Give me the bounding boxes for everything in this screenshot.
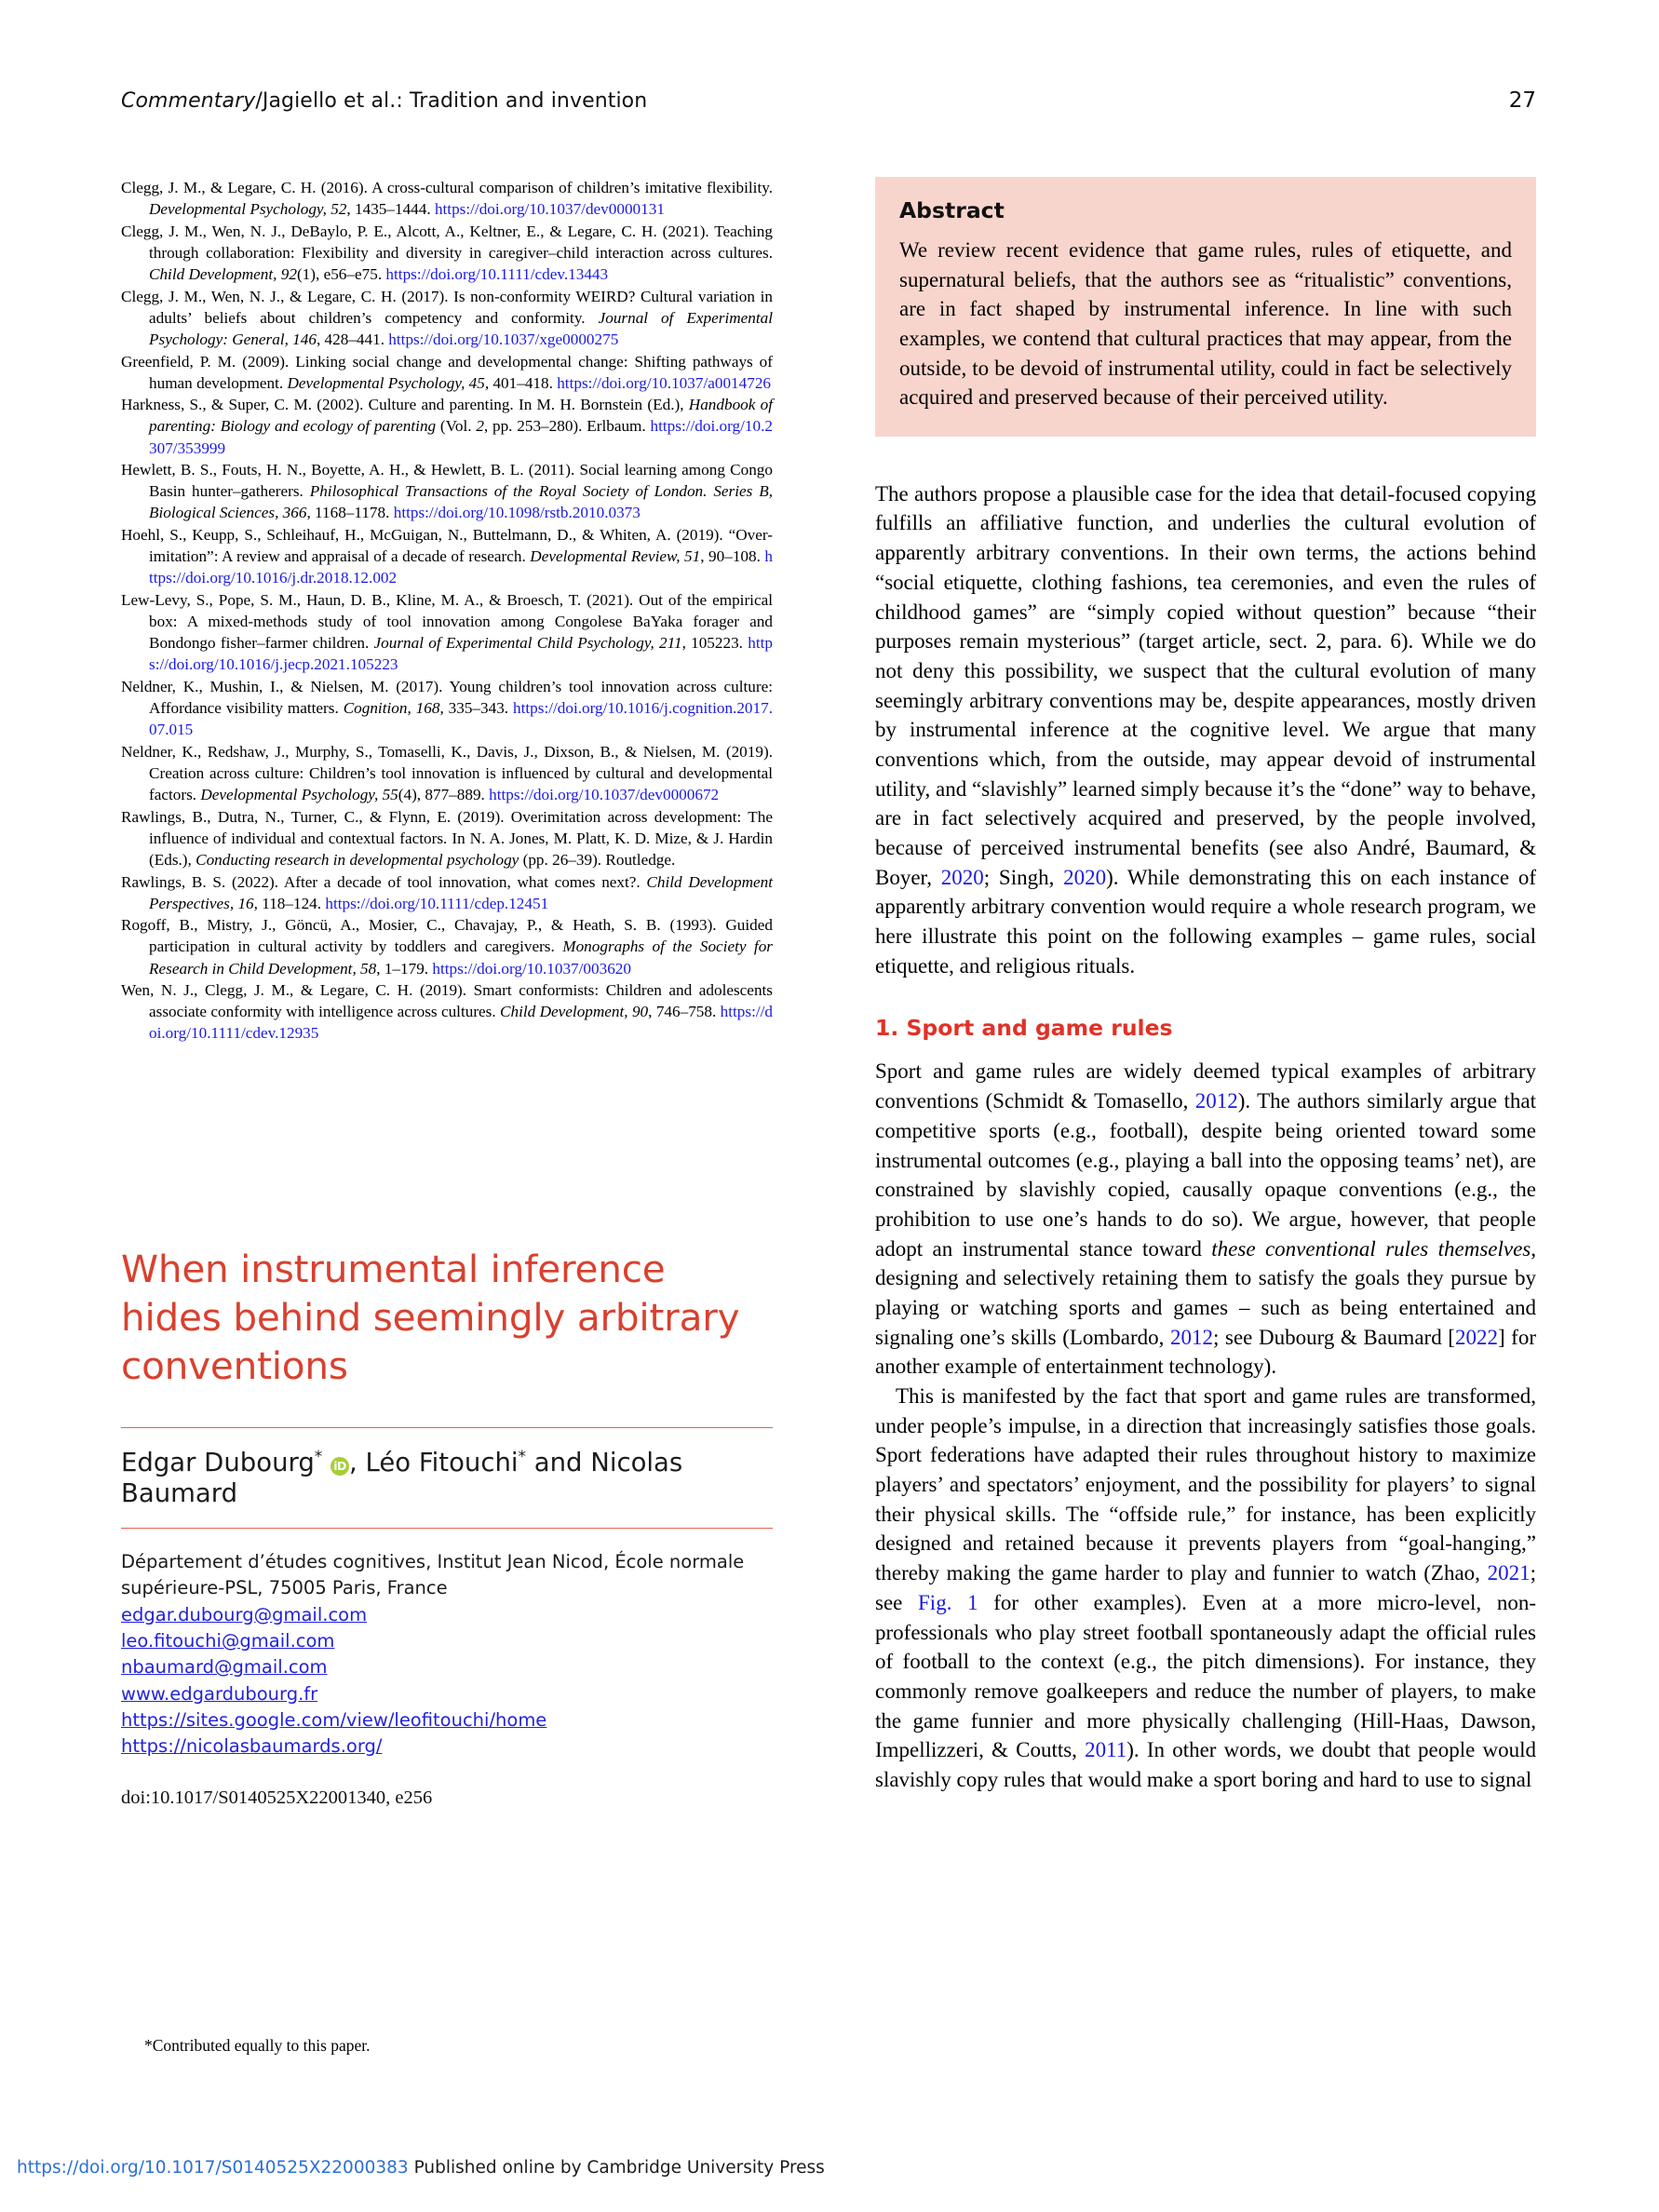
contribution-footnote: *Contributed equally to this paper. bbox=[144, 2036, 371, 2055]
text-run: , designing and selectively retaining them to satisfy the goals they pursue by playing or watching sports and games – such as being entertained and signaling one’s skills (Lombardo, bbox=[875, 1236, 1536, 1349]
reference-entry bbox=[121, 979, 773, 1044]
italic-text: Developmental Review, 51 bbox=[530, 547, 701, 566]
body-paragraph-2 bbox=[875, 1057, 1536, 1382]
contact-link[interactable]: leo.fitouchi@gmail.com bbox=[121, 1630, 335, 1652]
text-run: and Nicolas Baumard bbox=[121, 1448, 683, 1509]
reference-entry bbox=[121, 589, 773, 676]
commentary-title: When instrumental inference hides behind seemingly arbitrary conventions bbox=[121, 1246, 740, 1388]
citation-link[interactable]: https://doi.org/10.1016/j.dr.2018.12.002 bbox=[149, 547, 774, 587]
text-run: Rogoff, B., Mistry, J., Göncü, A., Mosier, C., Chavajay, P., & Heath, S. B. (1993). Guided participation in cultural activity by toddlers and caregivers. bbox=[121, 916, 773, 956]
reference-entry bbox=[121, 394, 773, 458]
text-run: Clegg, J. M., Wen, N. J., DeBaylo, P. E., Alcott, A., Keltner, E., & Legare, C. H. (2021). Teaching through collaboration: Flexibility and diversity in caregiver–child interaction across cultures. bbox=[121, 222, 773, 262]
affiliation-text: Département d’études cognitives, Institut Jean Nicod, École normale supérieure-PSL, 75005 Paris, France bbox=[121, 1551, 745, 1599]
author-footnote-marker: * bbox=[518, 1448, 527, 1467]
text-run: The authors propose a plausible case for the idea that detail-focused copying fulfills an affiliative function, and underlies the cultural evolution of apparently arbitrary conventions. In their own terms, the actions behind “social etiquette, clothing fashions, tea ceremonies, and even the rules of childhood games” are “simply copied without question” because “their purposes remain mysterious” (target article, sect. 2, para. 6). While we do not deny this possibility, we suspect that the cultural evolution of many seemingly arbitrary conventions may be, despite appearances, mostly driven by instrumental inference at the cognitive level. We argue that many conventions which, from the outside, may appear devoid of instrumental utility, and “slavishly” learned simply because it’s the “done” way to behave, are in fact selectively acquired and preserved, by the people involved, because of perceived instrumental benefits (see also André, Baumard, & Boyer, bbox=[875, 481, 1536, 889]
text-run: Wen, N. J., Clegg, J. M., & Legare, C. H. (2019). Smart conformists: Children and adolescents associate conformity with intelligence across cultures. bbox=[121, 981, 773, 1021]
citation-link[interactable]: https://doi.org/10.1111/cdev.13443 bbox=[385, 265, 609, 283]
italic-text: Child Development Perspectives, 16 bbox=[149, 872, 773, 912]
orcid-icon[interactable]: iD bbox=[330, 1457, 349, 1476]
italic-text: these conventional rules themselves bbox=[1211, 1236, 1531, 1261]
citation-link[interactable]: 2011 bbox=[1085, 1738, 1127, 1762]
citation-link[interactable]: https://doi.org/10.1016/j.cognition.2017.07.015 bbox=[149, 699, 774, 739]
text-run: Rawlings, B., Dutra, N., Turner, C., & Flynn, E. (2019). Overimitation across development: The influence of individual and contextual factors. In N. A. Jones, M. Platt, K. D. Mize, & J. Hardin (Eds.), bbox=[121, 807, 773, 869]
contact-links bbox=[121, 1602, 773, 1760]
running-head-label: Commentary bbox=[121, 89, 256, 113]
author-list bbox=[121, 1428, 773, 1528]
text-run: , 118–124. bbox=[253, 894, 326, 912]
citation-link[interactable]: 2012 bbox=[1170, 1325, 1214, 1349]
reference-entry bbox=[121, 524, 773, 588]
text-run: , 105223. bbox=[681, 634, 749, 653]
contact-link[interactable]: edgar.dubourg@gmail.com bbox=[121, 1603, 368, 1625]
text-run: Greenfield, P. M. (2009). Linking social change and developmental change: Shifting pathways of human development. bbox=[121, 352, 773, 392]
text-run: , 1–179. bbox=[376, 959, 433, 978]
text-run: , 1168–1178. bbox=[306, 504, 394, 522]
reference-entry bbox=[121, 676, 773, 740]
citation-link[interactable]: 2012 bbox=[1194, 1089, 1238, 1113]
author-footnote-marker: * bbox=[314, 1448, 323, 1467]
reference-entry bbox=[121, 177, 773, 220]
page-number: 27 bbox=[1508, 88, 1536, 113]
italic-text: Journal of Experimental Psychology: General, 146 bbox=[149, 308, 773, 348]
running-head-text bbox=[121, 89, 647, 113]
right-column bbox=[875, 177, 1536, 1795]
text-run: Sport and game rules are widely deemed typical examples of arbitrary conventions (Schmidt & Tomasello, bbox=[875, 1059, 1536, 1113]
italic-text: Journal of Experimental Child Psychology, 211 bbox=[373, 634, 682, 653]
text-run: ). While demonstrating this on each instance of apparently arbitrary convention would require a whole research program, we here illustrate this point on the following examples – game rules, social etiquette, and religious rituals. bbox=[875, 865, 1537, 978]
text-run: (1), e56–e75. bbox=[296, 265, 386, 283]
citation-link[interactable]: 2020 bbox=[940, 865, 984, 889]
reference-entry bbox=[121, 806, 773, 870]
page-footer bbox=[17, 2158, 825, 2178]
italic-text: Child Development, 90 bbox=[500, 1003, 649, 1021]
text-run: , 401–418. bbox=[484, 373, 558, 392]
text-run: Lew-Levy, S., Pope, S. M., Haun, D. B., Kline, M. A., & Broesch, T. (2021). Out of the empirical box: A mixed-methods study of tool innovation among Congolese BaYaka forager and Bondongo fisher–farmer children. bbox=[121, 590, 773, 653]
citation-link[interactable]: https://doi.org/10.1111/cdev.12935 bbox=[149, 1003, 774, 1043]
italic-text: Developmental Psychology, 55 bbox=[200, 786, 398, 803]
reference-entry bbox=[121, 871, 773, 914]
citation-link[interactable]: https://doi.org/10.1037/dev0000131 bbox=[434, 200, 665, 219]
italic-text: Developmental Psychology, 45 bbox=[287, 373, 485, 392]
footer-publisher-note: Published online by Cambridge University Press bbox=[408, 2158, 825, 2178]
italic-text: Cognition, 168 bbox=[343, 699, 440, 717]
reference-entry bbox=[121, 741, 773, 805]
text-run: , 90–108. bbox=[700, 547, 765, 566]
section-heading-1: 1. Sport and game rules bbox=[875, 1015, 1173, 1042]
contact-link[interactable]: nbaumard@gmail.com bbox=[121, 1656, 328, 1679]
text-run: ). The authors similarly argue that competitive sports (e.g., football), despite being oriented toward some instrumental outcomes (e.g., playing a ball into the opposing teams’ net), are constrained by slavishly copied, causally opaque conventions (e.g., the prohibition to use one’s hands to do so). We argue, however, that people adopt an instrumental stance toward bbox=[875, 1089, 1536, 1261]
text-run: Edgar Dubourg bbox=[121, 1448, 315, 1478]
citation-link[interactable]: 2021 bbox=[1487, 1561, 1531, 1585]
text-run: for other examples). Even at a more micro-level, non-professionals who play street football spontaneously adapt the official rules of football to the context (e.g., the pitch dimensions). For instance, they commonly remove goalkeepers and reduce the number of players, to make the game funnier and more physically challenging (Hill-Haas, Dawson, Impellizzeri, & Coutts, bbox=[875, 1590, 1536, 1762]
contact-link[interactable]: https://nicolasbaumards.org/ bbox=[121, 1735, 383, 1758]
italic-text: Monographs of the Society for Research in Child Development, 58 bbox=[149, 937, 773, 978]
citation-link[interactable]: https://doi.org/10.1037/dev0000672 bbox=[489, 786, 720, 803]
two-column-layout bbox=[121, 177, 1536, 2076]
body-paragraph-1 bbox=[875, 479, 1536, 981]
abstract-heading: Abstract bbox=[899, 197, 1005, 223]
text-run: Rawlings, B. S. (2022). After a decade of tool innovation, what comes next?. bbox=[121, 872, 647, 891]
text-run: , Léo Fitouchi bbox=[349, 1448, 519, 1478]
abstract-text: We review recent evidence that game rules, rules of etiquette, and supernatural beliefs, that the authors see as “ritualistic” conventions, are in fact shaped by instrumental inference. In line with such examples, we contend that cultural practices that may appear, from the outside, to be devoid of instrumental utility, could in fact be selectively acquired and preserved because of their perceived utility. bbox=[899, 238, 1512, 410]
text-run: ). In other words, we doubt that people would slavishly copy rules that would make a sport boring and hard to use to signal bbox=[875, 1738, 1536, 1791]
text-run: , 335–343. bbox=[439, 699, 514, 717]
reference-entry bbox=[121, 221, 773, 285]
text-run: ] for another example of entertainment technology). bbox=[875, 1325, 1537, 1379]
running-head bbox=[121, 88, 1536, 113]
citation-link[interactable]: 2020 bbox=[1063, 865, 1107, 889]
text-run: Hoehl, S., Keupp, S., Schleihauf, H., McGuigan, N., Buttelmann, D., & Whiten, A. (2019). “Over-imitation”: A review and appraisal of a decade of research. bbox=[121, 526, 773, 566]
reference-entry bbox=[121, 914, 773, 978]
text-run: , 1435–1444. bbox=[346, 200, 435, 219]
text-run: Hewlett, B. S., Fouts, H. N., Boyette, A. H., & Hewlett, B. L. (2011). Social learning among Congo Basin hunter–gatherers. bbox=[121, 461, 773, 501]
citation-link[interactable]: https://doi.org/10.1037/a0014726 bbox=[557, 373, 772, 392]
reference-entry bbox=[121, 286, 773, 350]
footer-doi-link[interactable]: https://doi.org/10.1017/S0140525X22000383 bbox=[17, 2158, 409, 2178]
contact-link[interactable]: www.edgardubourg.fr bbox=[121, 1682, 318, 1705]
reference-entry bbox=[121, 459, 773, 523]
text-run: Harkness, S., & Super, C. M. (2002). Culture and parenting. In M. H. Bornstein (Ed.), bbox=[121, 396, 689, 414]
running-head-title: /Jagiello et al.: Tradition and invention bbox=[255, 89, 648, 113]
commentary-doi: doi:10.1017/S0140525X22001340, e256 bbox=[121, 1787, 433, 1809]
citation-link[interactable]: https://doi.org/10.1037/003620 bbox=[432, 959, 631, 978]
italic-text: Philosophical Transactions of the Royal Society of London. Series B, Biological Sciences, 366 bbox=[149, 482, 773, 522]
italic-text: 2 bbox=[476, 417, 484, 436]
contact-link[interactable]: https://sites.google.com/view/leofitouchi/home bbox=[121, 1708, 547, 1731]
italic-text: Conducting research in developmental psychology bbox=[196, 850, 519, 869]
left-column bbox=[121, 177, 773, 1809]
reference-list bbox=[121, 177, 773, 1045]
text-run: ; see Dubourg & Baumard [ bbox=[1213, 1325, 1455, 1349]
citation-link[interactable]: Fig. 1 bbox=[918, 1590, 978, 1614]
text-run: Clegg, J. M., Wen, N. J., & Legare, C. H. (2017). Is non-conformity WEIRD? Cultural variation in adults’ beliefs about children’s competency and conformity. bbox=[121, 287, 773, 327]
italic-text: Developmental Psychology, 52 bbox=[149, 200, 347, 219]
text-run: ; see bbox=[875, 1561, 1536, 1614]
affiliation-block bbox=[121, 1549, 773, 1760]
reference-entry bbox=[121, 351, 773, 394]
text-run: This is manifested by the fact that sport and game rules are transformed, under people’s impulse, in a direction that increasingly satisfies those goals. Sport federations have adapted their rules throughout history to maximize players’ and spectators’ enjoyment, and the possibility for players’ to signal their physical skills. The “offside rule,” for instance, has been explicitly designed and retained because it prevents players from “goal-hanging,” thereby making the game harder to play and funnier to watch (Zhao, bbox=[875, 1384, 1536, 1585]
text-run: , pp. 253–280). Erlbaum. bbox=[483, 417, 651, 436]
text-run: (Vol. bbox=[436, 417, 477, 436]
citation-link[interactable]: https://doi.org/10.1098/rstb.2010.0373 bbox=[393, 504, 641, 522]
text-run: (4), 877–889. bbox=[398, 786, 490, 803]
citation-link[interactable]: https://doi.org/10.1111/cdep.12451 bbox=[325, 894, 549, 912]
citation-link[interactable]: https://doi.org/10.2307/353999 bbox=[149, 417, 773, 457]
citation-link[interactable]: 2022 bbox=[1454, 1325, 1498, 1349]
text-run: , 746–758. bbox=[648, 1003, 721, 1021]
abstract-box bbox=[875, 177, 1536, 437]
citation-link[interactable]: https://doi.org/10.1037/xge0000275 bbox=[388, 330, 619, 348]
text-run: Neldner, K., Mushin, I., & Nielsen, M. (2017). Young children’s tool innovation across culture: Affordance visibility matters. bbox=[121, 677, 773, 717]
text-run: , 428–441. bbox=[316, 330, 389, 348]
text-run: Neldner, K., Redshaw, J., Murphy, S., Tomaselli, K., Davis, J., Dixson, B., & Nielsen, M. (2019). Creation across culture: Children’s tool innovation is influenced by cultural and developmental factors. bbox=[121, 742, 773, 803]
text-run: (pp. 26–39). Routledge. bbox=[519, 850, 676, 869]
italic-text: Child Development, 92 bbox=[149, 265, 297, 283]
italic-text: Handbook of parenting: Biology and ecology of parenting bbox=[149, 396, 773, 436]
text-run bbox=[322, 1448, 330, 1477]
author-rule-bottom bbox=[121, 1528, 773, 1529]
citation-link[interactable]: https://doi.org/10.1016/j.jecp.2021.105223 bbox=[149, 634, 773, 674]
body-paragraph-3 bbox=[875, 1382, 1536, 1795]
text-run: ; Singh, bbox=[983, 865, 1064, 889]
text-run: Clegg, J. M., & Legare, C. H. (2016). A cross-cultural comparison of children’s imitative flexibility. bbox=[121, 179, 773, 196]
